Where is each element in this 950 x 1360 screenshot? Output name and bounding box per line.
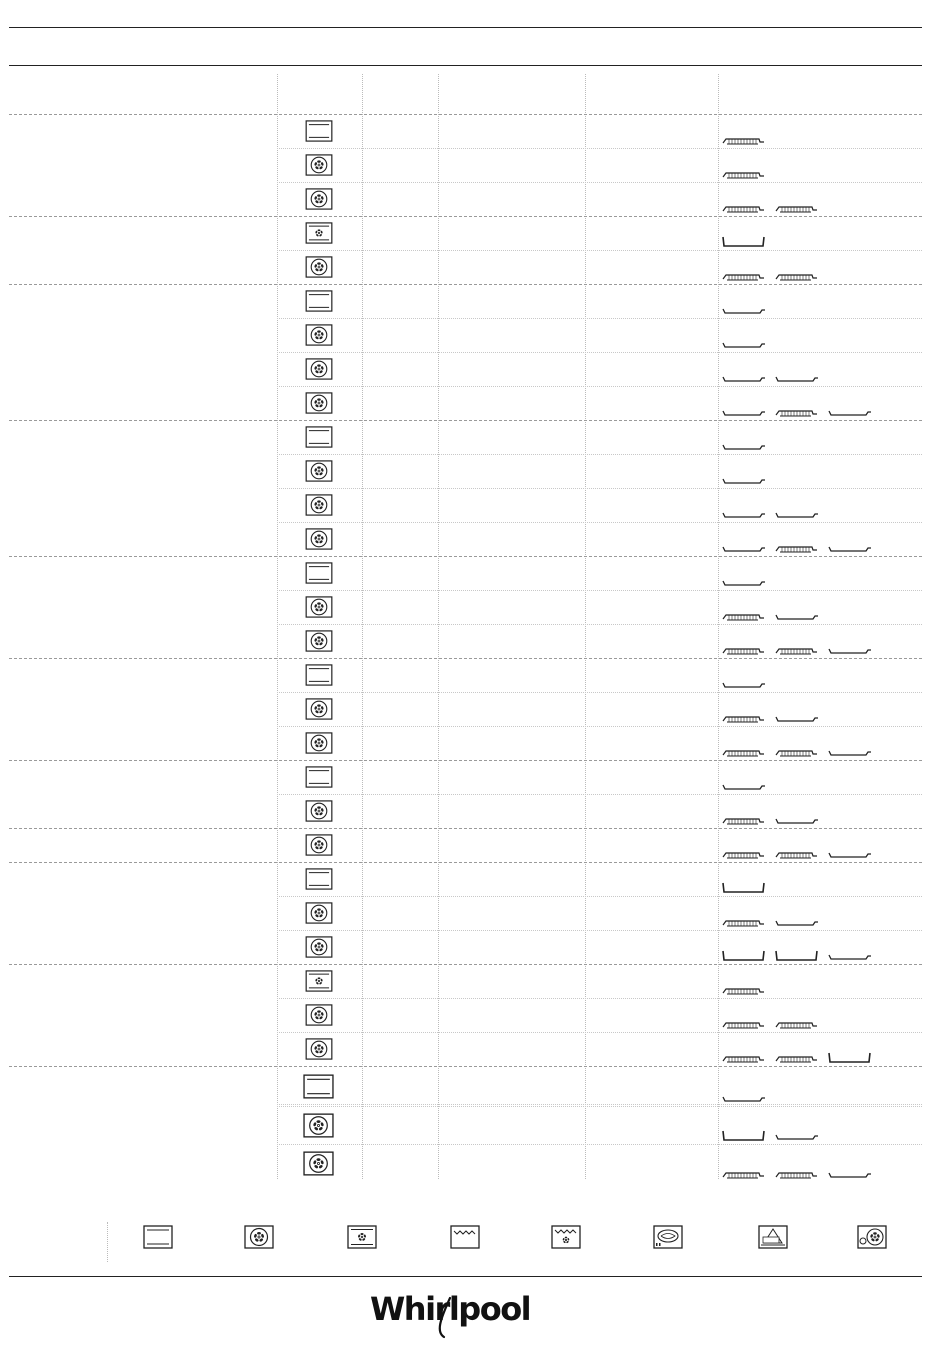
accessory-cell: [722, 674, 766, 688]
baking-tray-icon: [722, 540, 766, 552]
fan-forced-icon: [303, 1109, 334, 1141]
drip-pan-icon: [828, 1050, 872, 1062]
wire-shelf-icon: [775, 744, 819, 756]
legend-fan-forced-icon: [243, 1224, 275, 1250]
accessory-cell: [722, 232, 766, 246]
conventional-heat-icon: [303, 117, 334, 145]
table-row-divider: [9, 1066, 922, 1067]
legend-eco-forced-air-icon: [856, 1224, 888, 1250]
accessory-cell: [722, 1014, 819, 1028]
legend-divider: [107, 1222, 108, 1262]
baking-tray-icon: [775, 812, 819, 824]
wire-shelf-icon: [722, 744, 766, 756]
drip-pan-icon: [775, 948, 819, 960]
top-rule: [9, 27, 922, 28]
convection-bake-icon: [303, 967, 334, 995]
header-rule: [9, 65, 922, 66]
wire-shelf-icon: [722, 200, 766, 212]
table-row-divider: [277, 998, 922, 999]
baking-tray-icon: [722, 404, 766, 416]
wire-shelf-icon: [722, 166, 766, 178]
wire-shelf-icon: [775, 1166, 819, 1178]
table-row-divider: [277, 454, 922, 455]
drip-pan-icon: [722, 234, 766, 246]
baking-tray-icon: [722, 506, 766, 518]
baking-tray-icon: [775, 1128, 819, 1140]
fan-forced-icon: [303, 457, 334, 485]
table-row-divider: [277, 488, 922, 489]
wire-shelf-icon: [722, 710, 766, 722]
baking-tray-icon: [722, 472, 766, 484]
wire-shelf-icon: [775, 404, 819, 416]
accessory-cell: [722, 334, 766, 348]
wire-shelf-icon: [722, 1166, 766, 1178]
wire-shelf-icon: [722, 982, 766, 994]
accessory-cell: [722, 980, 766, 994]
wire-shelf-icon: [722, 846, 766, 858]
column-divider: [438, 74, 439, 1179]
accessory-cell: [722, 198, 819, 212]
table-row-divider: [277, 522, 922, 523]
legend-cook4-icon: [757, 1224, 789, 1250]
fan-forced-icon: [303, 253, 334, 281]
legend-grill-icon: [449, 1224, 481, 1250]
conventional-heat-icon: [303, 1069, 334, 1103]
table-row-divider: [9, 760, 922, 761]
accessory-cell: [722, 164, 766, 178]
wire-shelf-icon: [775, 1016, 819, 1028]
wire-shelf-icon: [775, 846, 819, 858]
baking-tray-icon: [828, 540, 872, 552]
baking-tray-icon: [722, 438, 766, 450]
table-row-divider: [277, 590, 922, 591]
table-row-divider: [277, 794, 922, 795]
table-row-divider: [277, 624, 922, 625]
table-row-divider: [277, 386, 922, 387]
wire-shelf-icon: [775, 540, 819, 552]
logo-swoosh-icon: [370, 1290, 530, 1340]
table-row-divider: [277, 250, 922, 251]
baking-tray-icon: [775, 914, 819, 926]
fan-forced-icon: [303, 1035, 334, 1063]
accessory-cell: [722, 538, 872, 552]
table-row-divider: [277, 1144, 922, 1145]
wire-shelf-icon: [775, 268, 819, 280]
table-row-divider: [277, 318, 922, 319]
accessory-cell: [722, 266, 819, 280]
wire-shelf-icon: [722, 812, 766, 824]
accessory-cell: [722, 742, 872, 756]
baking-tray-icon: [828, 1166, 872, 1178]
table-row-divider: [277, 692, 922, 693]
table-row-divider: [277, 896, 922, 897]
fan-forced-icon: [303, 831, 334, 859]
table-row-divider: [9, 114, 922, 115]
accessory-cell: [722, 470, 766, 484]
accessory-cell: [722, 946, 872, 960]
accessory-cell: [722, 1164, 872, 1178]
wire-shelf-icon: [722, 1050, 766, 1062]
drip-pan-icon: [722, 948, 766, 960]
baking-tray-icon: [722, 336, 766, 348]
table-row-divider: [9, 284, 922, 285]
baking-tray-icon: [775, 506, 819, 518]
fan-forced-icon: [303, 933, 334, 961]
baking-tray-icon: [722, 370, 766, 382]
baking-tray-icon: [828, 744, 872, 756]
fan-forced-icon: [303, 355, 334, 383]
drip-pan-icon: [722, 880, 766, 892]
conventional-heat-icon: [303, 559, 334, 587]
fan-forced-icon: [303, 525, 334, 553]
wire-shelf-icon: [722, 642, 766, 654]
legend-conventional-heat-icon: [142, 1224, 174, 1250]
table-row-divider: [9, 862, 922, 863]
accessory-cell: [722, 1126, 819, 1140]
fan-forced-icon: [303, 1001, 334, 1029]
fan-forced-icon: [303, 1147, 334, 1179]
convection-bake-icon: [303, 219, 334, 247]
baking-tray-icon: [722, 302, 766, 314]
fan-forced-icon: [303, 185, 334, 213]
drip-pan-icon: [722, 1128, 766, 1140]
wire-shelf-icon: [775, 200, 819, 212]
accessory-cell: [722, 572, 766, 586]
accessory-cell: [722, 1048, 872, 1062]
wire-shelf-icon: [722, 608, 766, 620]
brand-logo: [370, 1290, 530, 1340]
legend-convection-bake-icon: [346, 1224, 378, 1250]
fan-forced-icon: [303, 797, 334, 825]
fan-forced-icon: [303, 729, 334, 757]
baking-tray-icon: [828, 948, 872, 960]
column-divider: [362, 74, 363, 1179]
accessory-cell: [722, 844, 872, 858]
table-row-divider: [277, 726, 922, 727]
baking-tray-icon: [722, 778, 766, 790]
table-row-divider: [277, 182, 922, 183]
conventional-heat-icon: [303, 661, 334, 689]
fan-forced-icon: [303, 899, 334, 927]
fan-forced-icon: [303, 627, 334, 655]
wire-shelf-icon: [722, 1016, 766, 1028]
wire-shelf-icon: [722, 268, 766, 280]
fan-forced-icon: [303, 389, 334, 417]
wire-shelf-icon: [775, 1050, 819, 1062]
table-row-divider: [277, 1104, 922, 1105]
table-row-divider: [9, 658, 922, 659]
column-divider: [718, 74, 719, 1179]
table-row-divider: [277, 1032, 922, 1033]
legend-turbo-grill-icon: [550, 1224, 582, 1250]
accessory-cell: [722, 708, 819, 722]
accessory-cell: [722, 368, 819, 382]
footer-rule: [9, 1276, 922, 1277]
accessory-cell: [722, 130, 766, 144]
wire-shelf-icon: [722, 132, 766, 144]
table-row-divider: [9, 828, 922, 829]
table-row-divider: [9, 964, 922, 965]
accessory-cell: [722, 436, 766, 450]
column-divider: [277, 74, 278, 1179]
accessory-cell: [722, 606, 819, 620]
legend-maxi-cooking-icon: [652, 1224, 684, 1250]
baking-tray-icon: [775, 710, 819, 722]
accessory-cell: [722, 504, 819, 518]
baking-tray-icon: [722, 1090, 766, 1102]
baking-tray-icon: [828, 846, 872, 858]
table-row-divider: [277, 148, 922, 149]
accessory-cell: [722, 1088, 766, 1102]
wire-shelf-icon: [722, 914, 766, 926]
table-row-divider: [277, 352, 922, 353]
table-row-divider: [9, 216, 922, 217]
table-row-divider: [9, 556, 922, 557]
accessory-cell: [722, 912, 819, 926]
conventional-heat-icon: [303, 423, 334, 451]
wire-shelf-icon: [775, 642, 819, 654]
table-row-divider: [277, 1106, 922, 1107]
accessory-cell: [722, 776, 766, 790]
brand-wordmark: Whirlpool: [370, 1290, 531, 1328]
baking-tray-icon: [775, 370, 819, 382]
conventional-heat-icon: [303, 287, 334, 315]
fan-forced-icon: [303, 695, 334, 723]
conventional-heat-icon: [303, 865, 334, 893]
fan-forced-icon: [303, 593, 334, 621]
accessory-cell: [722, 640, 872, 654]
accessory-cell: [722, 810, 819, 824]
accessory-cell: [722, 402, 872, 416]
baking-tray-icon: [828, 404, 872, 416]
accessory-cell: [722, 300, 766, 314]
conventional-heat-icon: [303, 763, 334, 791]
table-row-divider: [9, 420, 922, 421]
baking-tray-icon: [775, 608, 819, 620]
table-row-divider: [277, 930, 922, 931]
fan-forced-icon: [303, 491, 334, 519]
column-divider: [585, 74, 586, 1179]
baking-tray-icon: [722, 574, 766, 586]
accessory-cell: [722, 878, 766, 892]
baking-tray-icon: [828, 642, 872, 654]
baking-tray-icon: [722, 676, 766, 688]
fan-forced-icon: [303, 151, 334, 179]
fan-forced-icon: [303, 321, 334, 349]
